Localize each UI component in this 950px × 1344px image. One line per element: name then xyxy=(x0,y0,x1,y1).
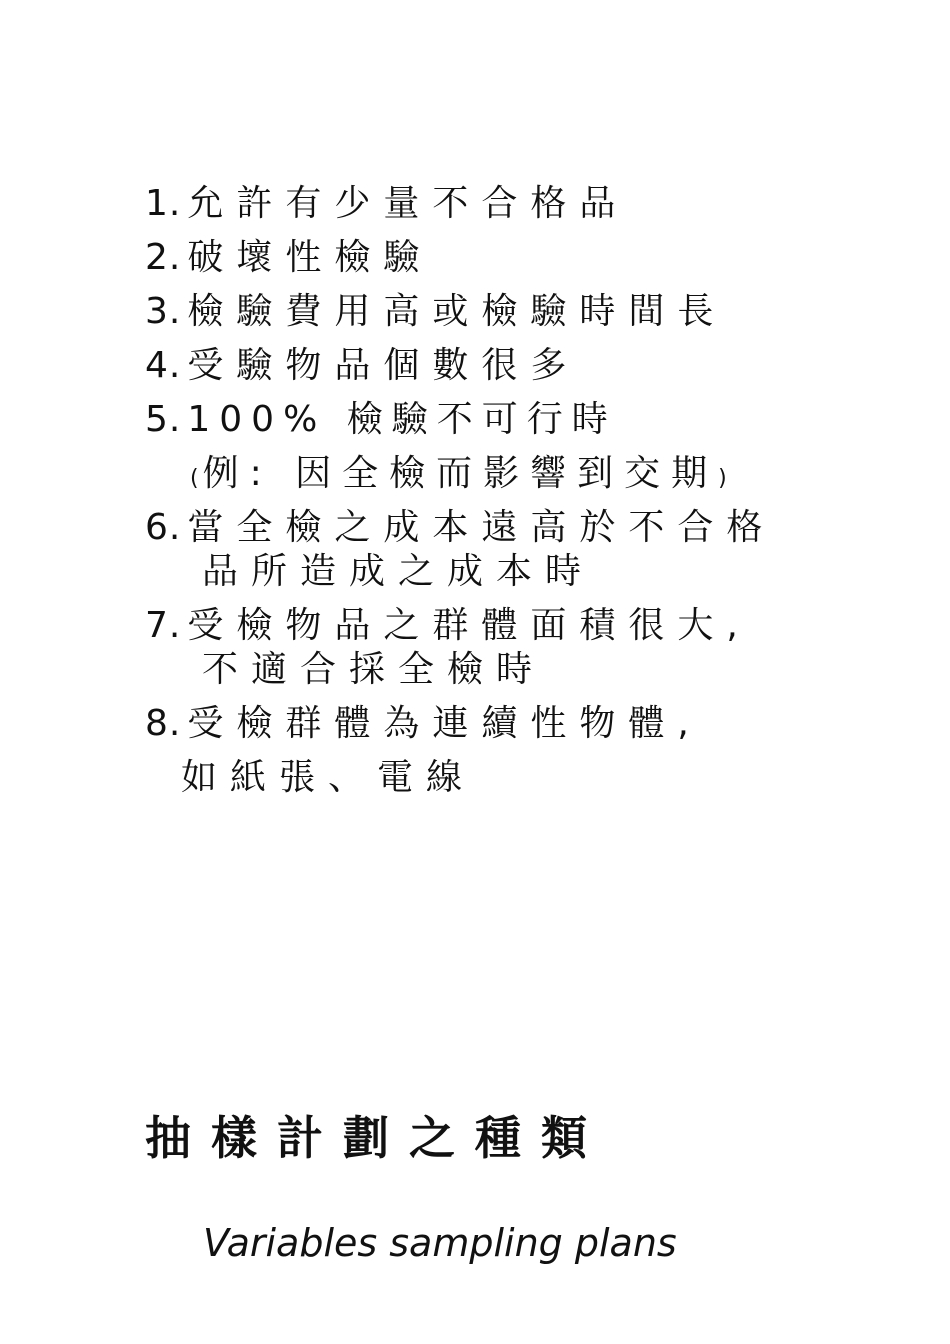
list-item-8 xyxy=(145,702,702,746)
list-item-6 xyxy=(145,506,775,550)
list-text: 受檢群體為連續性物體, xyxy=(187,703,702,744)
list-text: 破壞性檢驗 xyxy=(187,237,433,278)
list-item-8-continuation xyxy=(181,756,475,800)
list-text-continuation: 品所造成之成本時 xyxy=(202,551,595,592)
list-text: 100% 檢驗不可行時 xyxy=(187,399,617,440)
list-item-3 xyxy=(145,290,726,334)
list-item-4 xyxy=(145,344,579,388)
list-text-continuation: 如紙張、電線 xyxy=(181,757,476,798)
list-number: 3. xyxy=(145,291,182,332)
list-item-2 xyxy=(145,236,432,280)
list-item-1 xyxy=(145,182,628,226)
section-heading: 抽樣計劃之種類 xyxy=(145,1111,607,1165)
list-item-5-example xyxy=(190,452,731,501)
example-text: 例: 因全檢而影響到交期 xyxy=(202,453,719,494)
list-number: 8. xyxy=(145,703,182,744)
list-text: 受檢物品之群體面積很大, xyxy=(187,605,751,646)
list-item-5 xyxy=(145,398,617,442)
list-text-continuation: 不適合採全檢時 xyxy=(202,649,546,690)
list-text: 受驗物品個數很多 xyxy=(187,345,580,386)
list-number: 5. xyxy=(145,399,182,440)
open-paren: ( xyxy=(190,466,203,491)
close-paren: ) xyxy=(718,466,731,491)
list-number: 2. xyxy=(145,237,182,278)
list-text: 當全檢之成本遠高於不合格 xyxy=(187,507,776,548)
list-item-7-continuation xyxy=(202,648,545,692)
list-number: 4. xyxy=(145,345,182,386)
list-text: 檢驗費用高或檢驗時間長 xyxy=(187,291,727,332)
list-item-6-continuation xyxy=(202,550,594,594)
list-text: 允許有少量不合格品 xyxy=(187,183,629,224)
list-number: 1. xyxy=(145,183,182,224)
list-number: 7. xyxy=(145,605,182,646)
list-item-7 xyxy=(145,604,751,648)
list-number: 6. xyxy=(145,507,182,548)
section-subtitle: Variables sampling plans xyxy=(203,1221,677,1265)
